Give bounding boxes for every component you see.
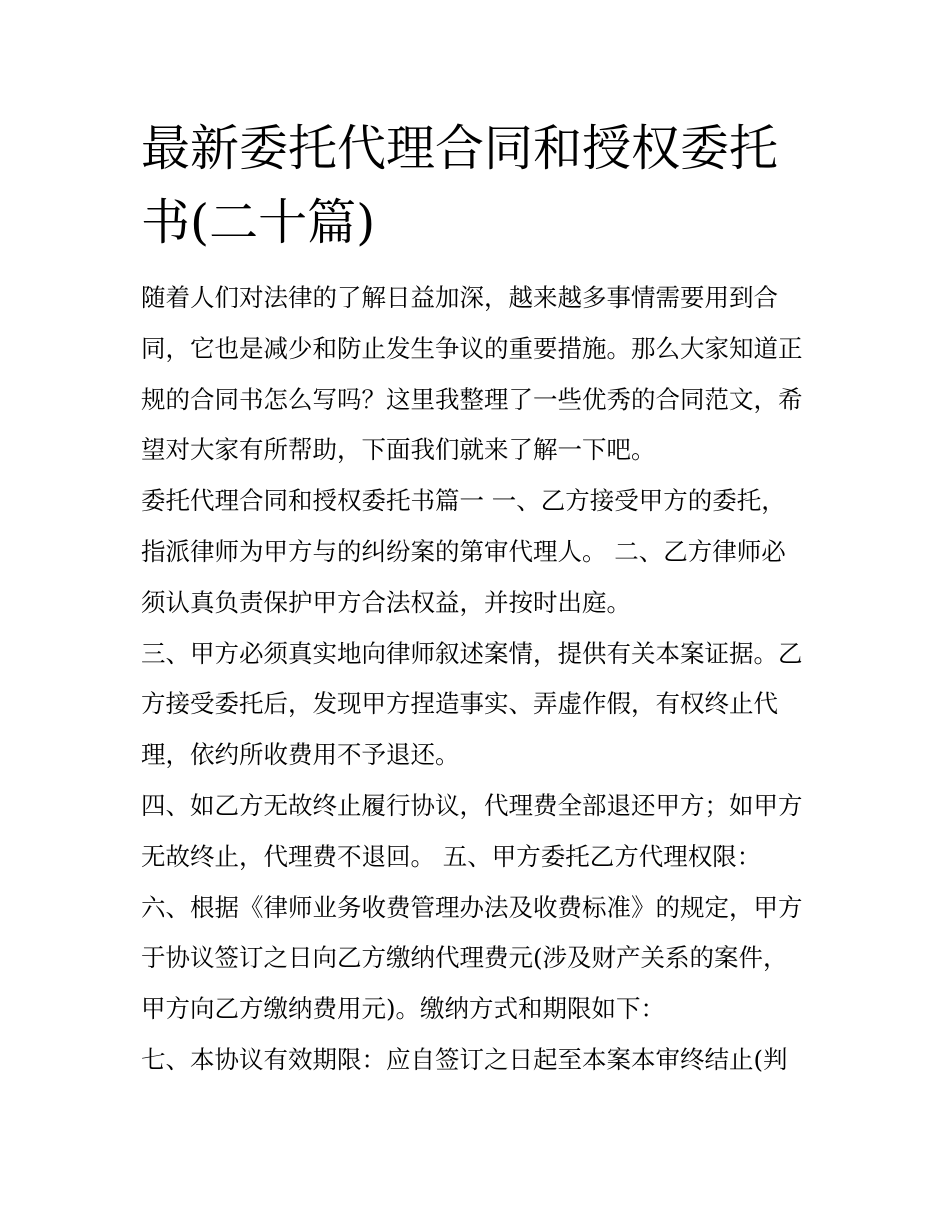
body-line: 委托代理合同和授权委托书篇一 一、乙方接受甲方的委托， bbox=[141, 486, 786, 516]
document-content bbox=[141, 112, 821, 1086]
body-line: 须认真负责保护甲方合法权益，并按时出庭。 bbox=[141, 587, 631, 617]
body-line: 无故终止，代理费不退回。 五、甲方委托乙方代理权限： bbox=[141, 841, 762, 871]
body-line: 理，依约所收费用不予退还。 bbox=[141, 740, 460, 770]
body-line: 甲方向乙方缴纳费用元)。缴纳方式和期限如下： bbox=[141, 994, 666, 1024]
body-line: 方接受委托后，发现甲方捏造事实、弄虚作假，有权终止代 bbox=[141, 689, 778, 719]
document-title bbox=[141, 112, 821, 260]
body-line: 六、根据《律师业务收费管理办法及收费标准》的规定，甲方 bbox=[141, 892, 803, 922]
document-body bbox=[141, 273, 821, 1086]
body-line: 于协议签订之日向乙方缴纳代理费元(涉及财产关系的案件， bbox=[141, 943, 788, 973]
body-line: 指派律师为甲方与的纠纷案的第审代理人。 二、乙方律师必 bbox=[141, 536, 786, 566]
body-line: 七、本协议有效期限：应自签订之日起至本案本审终结止(判 bbox=[141, 1044, 788, 1074]
body-line: 规的合同书怎么写吗？这里我整理了一些优秀的合同范文，希 bbox=[141, 384, 803, 414]
title-line: 最新委托代理合同和授权委托 bbox=[141, 120, 779, 177]
title-line: 书(二十篇) bbox=[141, 194, 376, 251]
body-line: 同，它也是减少和防止发生争议的重要措施。那么大家知道正 bbox=[141, 333, 803, 363]
body-line: 三、甲方必须真实地向律师叙述案情，提供有关本案证据。乙 bbox=[141, 638, 803, 668]
body-line: 望对大家有所帮助，下面我们就来了解一下吧。 bbox=[141, 435, 656, 465]
body-line: 随着人们对法律的了解日益加深，越来越多事情需要用到合 bbox=[141, 283, 778, 312]
body-line: 四、如乙方无故终止履行协议，代理费全部退还甲方；如甲方 bbox=[141, 790, 803, 820]
